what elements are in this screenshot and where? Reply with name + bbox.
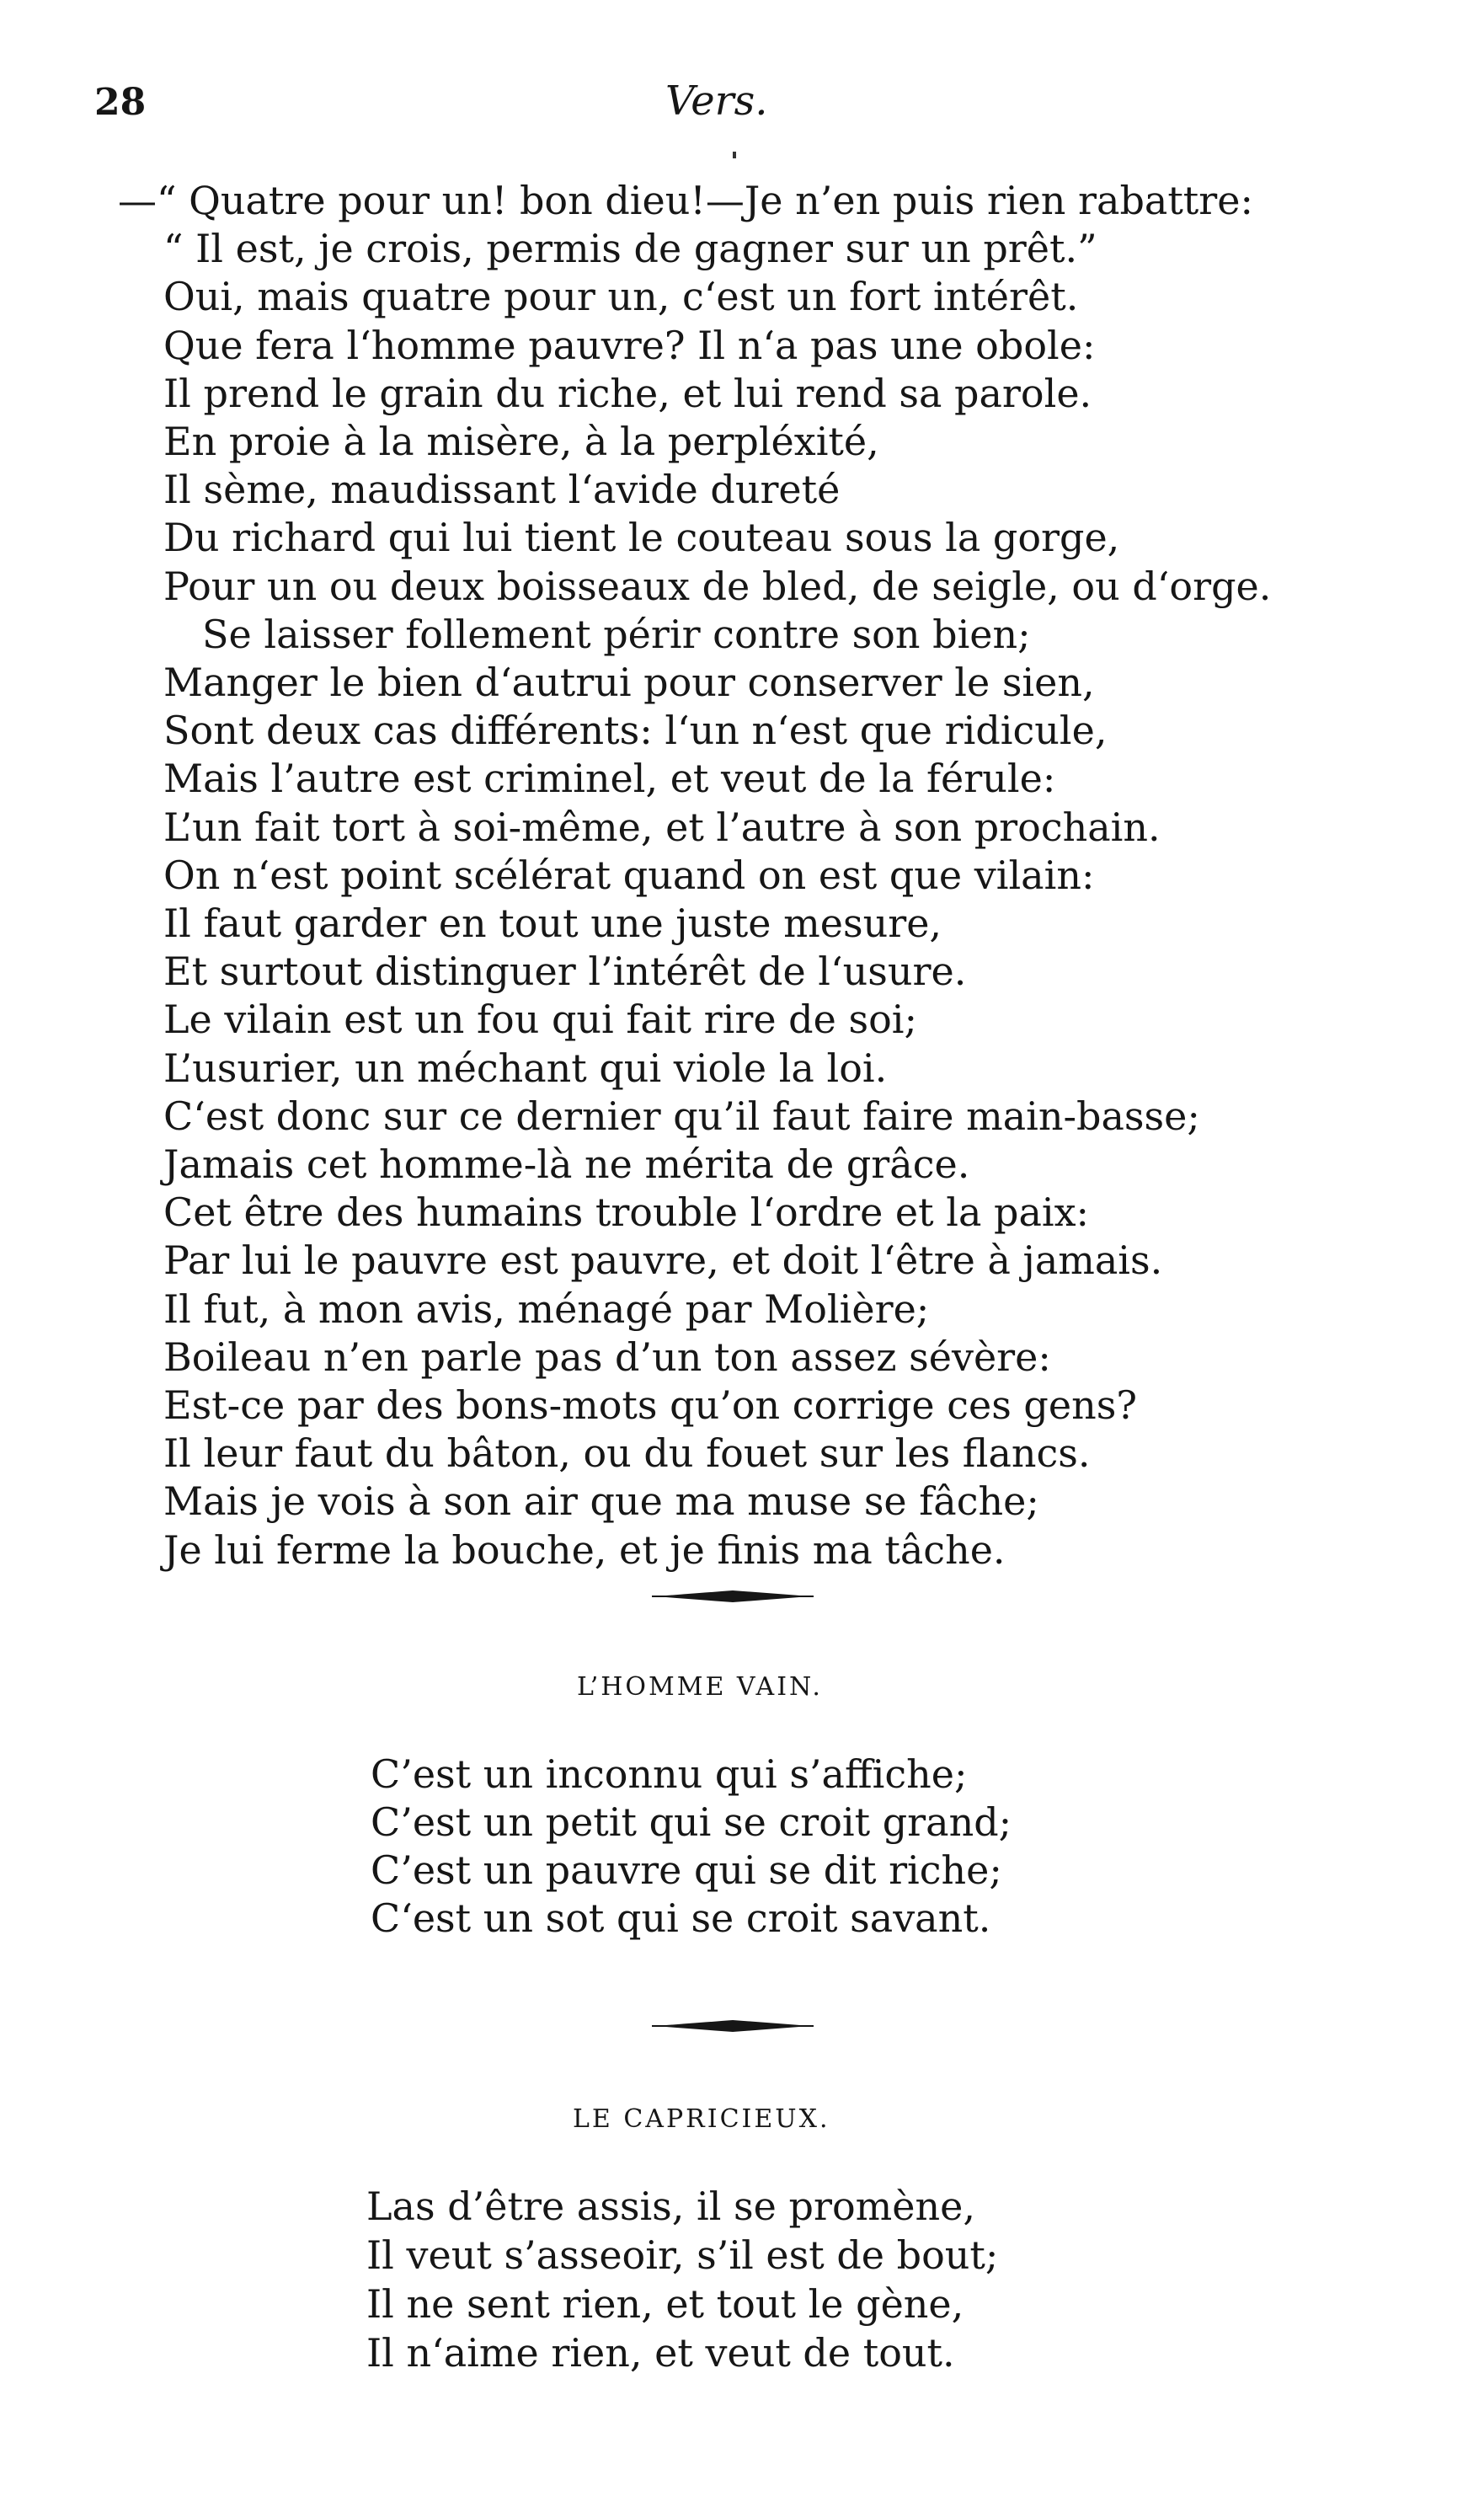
verse-line: Est-ce par des bons-mots qu’on corrige ces gens?: [163, 1382, 1137, 1429]
verse-line: L’un fait tort à soi-même, et l’autre à son prochain.: [163, 804, 1161, 850]
ornament-divider: [649, 1588, 817, 1605]
verse-line: Il n‘aime rien, et veut de tout.: [366, 2330, 955, 2376]
verse-line: C‘est un sot qui se croit savant.: [371, 1895, 991, 1941]
verse-line: Manger le bien d‘autrui pour conserver le sien,: [163, 660, 1095, 706]
verse-line: Pour un ou deux boisseaux de bled, de seigle, ou d‘orge.: [163, 563, 1272, 609]
verse-line: Il veut s’asseoir, s’il est de bout;: [366, 2232, 999, 2278]
verse-line: L’usurier, un méchant qui viole la loi.: [163, 1045, 888, 1091]
print-mark: [733, 152, 736, 158]
ornament-divider: [649, 2018, 817, 2034]
verse-line: Las d’être assis, il se promène,: [366, 2184, 975, 2229]
verse-line: Mais je vois à son air que ma muse se fâche;: [163, 1478, 1039, 1525]
verse-line: Je lui ferme la bouche, et je finis ma tâche.: [163, 1526, 1006, 1573]
poem-capricieux: [366, 2182, 998, 2377]
verse-line: Oui, mais quatre pour un, c‘est un fort intérêt.: [163, 274, 1079, 320]
verse-line: —“ Quatre pour un! bon dieu!—Je n’en puis rien rabattre:: [118, 178, 1253, 223]
verse-line: Il faut garder en tout une juste mesure,: [163, 901, 942, 947]
verse-line: Il leur faut du bâton, ou du fouet sur les flancs.: [163, 1430, 1091, 1477]
running-head: Vers.: [665, 78, 768, 125]
verse-line: Boileau n’en parle pas d’un ton assez sévère:: [163, 1334, 1051, 1380]
verse-line: Le vilain est un fou qui fait rire de soi;: [163, 997, 917, 1043]
verse-line: Se laisser follement périr contre son bien;: [202, 611, 1031, 657]
verse-line: En proie à la misère, à la perpléxité,: [163, 419, 879, 465]
verse-line: C‘est donc sur ce dernier qu’il faut faire main-basse;: [163, 1093, 1200, 1139]
verse-line: Et surtout distinguer l’intérêt de l‘usure.: [163, 949, 967, 995]
verse-line: Du richard qui lui tient le couteau sous la gorge,: [163, 515, 1120, 561]
page-number: 28: [94, 81, 147, 124]
verse-line: Il prend le grain du riche, et lui rend sa parole.: [163, 370, 1092, 416]
verse-line: On n‘est point scélérat quand on est que vilain:: [163, 852, 1095, 898]
verse-line: Il sème, maudissant l‘avide dureté: [163, 467, 841, 513]
verse-line: C’est un pauvre qui se dit riche;: [371, 1847, 1002, 1893]
verse-line: Que fera l‘homme pauvre? Il n‘a pas une obole:: [163, 322, 1096, 368]
verse-line: Jamais cet homme-là ne mérita de grâce.: [163, 1141, 970, 1188]
poem-homme-vain: [371, 1751, 1012, 1943]
verse-line: C’est un petit qui se croit grand;: [371, 1799, 1012, 1845]
verse-line: “ Il est, je crois, permis de gagner sur un prêt.”: [163, 226, 1097, 272]
section-title-homme-vain: L’HOMME VAIN.: [577, 1672, 823, 1702]
verse-line: Par lui le pauvre est pauvre, et doit l‘être à jamais.: [163, 1237, 1163, 1284]
section-title-capricieux: LE CAPRICIEUX.: [573, 2104, 830, 2134]
main-verse: [118, 177, 1271, 1574]
verse-line: Il ne sent rien, et tout le gène,: [366, 2281, 964, 2327]
verse-line: Mais l’autre est criminel, et veut de la férule:: [163, 756, 1056, 802]
verse-line: Cet être des humains trouble l‘ordre et la paix:: [163, 1189, 1090, 1236]
verse-line: C’est un inconnu qui s’affiche;: [371, 1751, 968, 1797]
verse-line: Il fut, à mon avis, ménagé par Molière;: [163, 1286, 930, 1332]
verse-line: Sont deux cas différents: l‘un n‘est que ridicule,: [163, 708, 1108, 754]
